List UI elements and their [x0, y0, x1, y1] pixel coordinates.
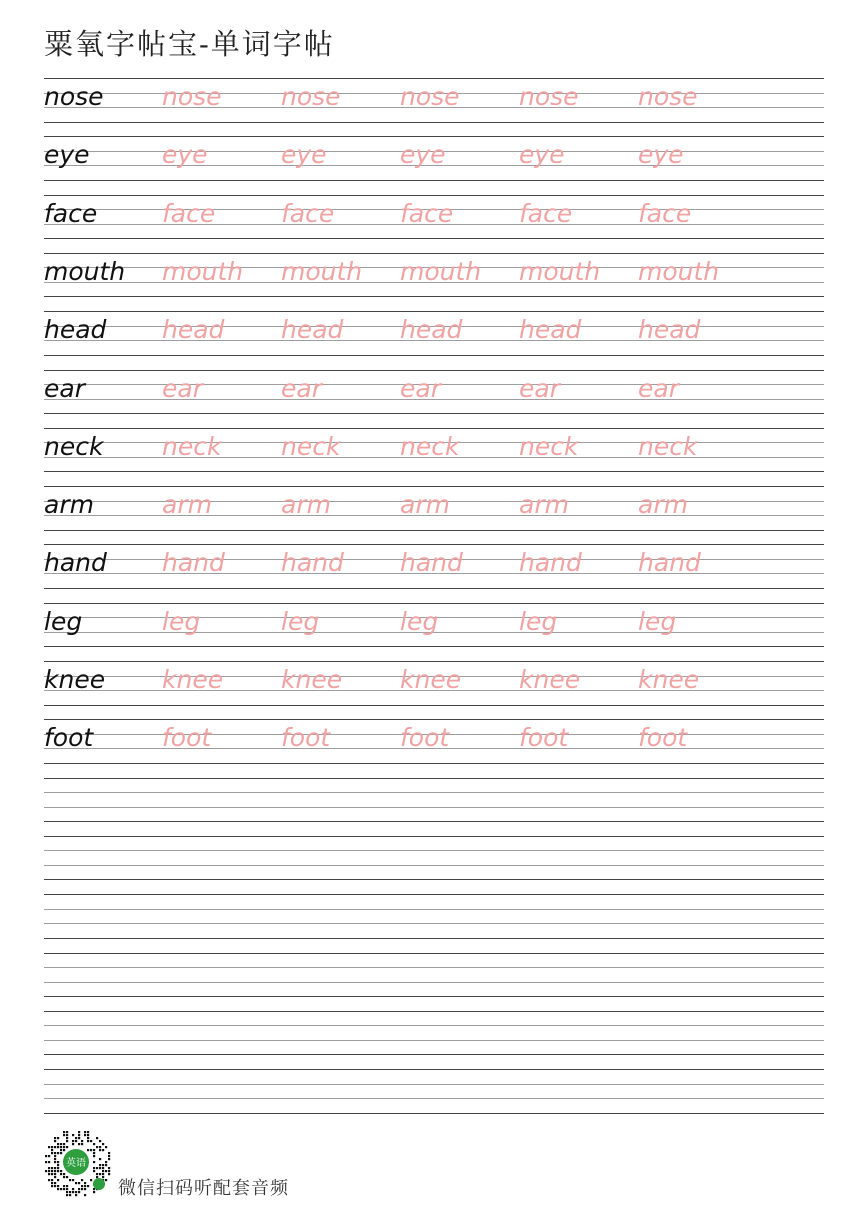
word-trace: leg — [162, 606, 201, 636]
blank-row[interactable] — [44, 953, 824, 997]
word-trace: leg — [281, 606, 320, 636]
word-row — [44, 719, 824, 763]
blank-row[interactable] — [44, 778, 824, 822]
word-row — [44, 661, 824, 705]
word-model: arm — [44, 490, 94, 520]
word-trace: neck — [638, 431, 698, 461]
word-trace: head — [281, 315, 344, 345]
word-row — [44, 136, 824, 180]
word-trace: neck — [519, 431, 579, 461]
guide-line — [44, 778, 824, 779]
guide-line — [44, 253, 824, 254]
word-trace: eye — [162, 140, 208, 170]
guide-line — [44, 428, 824, 429]
guide-line — [44, 370, 824, 371]
blank-row[interactable] — [44, 1069, 824, 1113]
word-model: face — [44, 198, 98, 228]
guide-line — [44, 982, 824, 983]
page-title: 粟氧字帖宝-单词字帖 — [44, 27, 335, 61]
word-trace: head — [638, 315, 701, 345]
word-trace: foot — [638, 723, 688, 753]
guide-line — [44, 763, 824, 764]
guide-line — [44, 836, 824, 837]
word-trace: ear — [400, 373, 441, 403]
word-model: neck — [44, 431, 104, 461]
word-trace: head — [162, 315, 225, 345]
guide-line — [44, 413, 824, 414]
word-trace: leg — [519, 606, 558, 636]
guide-line — [44, 296, 824, 297]
guide-line — [44, 1084, 824, 1085]
word-model: foot — [44, 723, 94, 753]
guide-line — [44, 122, 824, 123]
footer-text: 微信扫码听配套音频 — [118, 1178, 289, 1199]
guide-line — [44, 530, 824, 531]
word-row — [44, 486, 824, 530]
guide-line — [44, 938, 824, 939]
word-trace: hand — [638, 548, 701, 578]
word-trace: mouth — [638, 256, 720, 286]
word-trace: eye — [281, 140, 327, 170]
word-trace: nose — [400, 82, 460, 111]
word-trace: eye — [638, 140, 684, 170]
guide-line — [44, 821, 824, 822]
qr-badge-label: 英语 — [66, 1158, 86, 1169]
guide-line — [44, 879, 824, 880]
word-model: mouth — [44, 256, 126, 286]
footer — [40, 1126, 440, 1198]
word-trace: knee — [400, 665, 462, 694]
word-model: head — [44, 315, 107, 345]
guide-line — [44, 78, 824, 79]
guide-line — [44, 603, 824, 604]
word-row — [44, 603, 824, 647]
word-trace: nose — [638, 82, 698, 111]
word-trace: head — [519, 315, 582, 345]
guide-line — [44, 238, 824, 239]
guide-line — [44, 355, 824, 356]
guide-line — [44, 909, 824, 910]
guide-line — [44, 792, 824, 793]
guide-line — [44, 661, 824, 662]
word-trace: arm — [162, 490, 212, 520]
word-row — [44, 253, 824, 297]
word-row — [44, 195, 824, 239]
word-trace: nose — [162, 82, 222, 111]
writing-sheet — [44, 78, 824, 1118]
word-trace: foot — [162, 723, 212, 753]
guide-line — [44, 1098, 824, 1099]
guide-line — [44, 1054, 824, 1055]
word-row — [44, 370, 824, 414]
guide-line — [44, 705, 824, 706]
word-row — [44, 428, 824, 472]
guide-line — [44, 180, 824, 181]
word-trace: hand — [400, 548, 463, 578]
word-trace: neck — [281, 431, 341, 461]
word-trace: mouth — [281, 256, 363, 286]
word-trace: eye — [400, 140, 446, 170]
word-model: knee — [44, 665, 106, 694]
word-trace: mouth — [400, 256, 482, 286]
word-trace: hand — [281, 548, 344, 578]
qr-code-icon[interactable] — [40, 1126, 112, 1198]
word-trace: knee — [638, 665, 700, 694]
word-trace: ear — [638, 373, 679, 403]
word-trace: ear — [162, 373, 203, 403]
guide-line — [44, 646, 824, 647]
word-trace: foot — [400, 723, 450, 753]
word-model: hand — [44, 548, 107, 578]
word-trace: arm — [519, 490, 569, 520]
word-trace: nose — [519, 82, 579, 111]
word-trace: knee — [281, 665, 343, 694]
guide-line — [44, 967, 824, 968]
guide-line — [44, 136, 824, 137]
blank-row[interactable] — [44, 836, 824, 880]
guide-line — [44, 996, 824, 997]
guide-line — [44, 719, 824, 720]
word-trace: knee — [519, 665, 581, 694]
word-trace: knee — [162, 665, 224, 694]
guide-line — [44, 544, 824, 545]
guide-line — [44, 471, 824, 472]
word-trace: face — [638, 198, 692, 228]
word-trace: face — [162, 198, 216, 228]
word-trace: head — [400, 315, 463, 345]
guide-line — [44, 923, 824, 924]
word-trace: mouth — [519, 256, 601, 286]
word-trace: arm — [281, 490, 331, 520]
word-row — [44, 544, 824, 588]
word-trace: face — [519, 198, 573, 228]
word-row — [44, 78, 824, 122]
guide-line — [44, 865, 824, 866]
guide-line — [44, 1025, 824, 1026]
guide-line — [44, 195, 824, 196]
guide-line — [44, 1113, 824, 1114]
word-model: nose — [44, 82, 104, 111]
word-row — [44, 311, 824, 355]
word-trace: mouth — [162, 256, 244, 286]
word-trace: foot — [281, 723, 331, 753]
blank-row[interactable] — [44, 894, 824, 938]
guide-line — [44, 486, 824, 487]
word-trace: leg — [638, 606, 677, 636]
word-trace: ear — [281, 373, 322, 403]
word-trace: arm — [400, 490, 450, 520]
guide-line — [44, 1011, 824, 1012]
word-model: leg — [44, 606, 83, 636]
word-trace: hand — [519, 548, 582, 578]
word-trace: face — [281, 198, 335, 228]
guide-line — [44, 894, 824, 895]
word-model: ear — [44, 373, 85, 403]
guide-line — [44, 807, 824, 808]
word-trace: hand — [162, 548, 225, 578]
word-trace: eye — [519, 140, 565, 170]
guide-line — [44, 1040, 824, 1041]
blank-row[interactable] — [44, 1011, 824, 1055]
guide-line — [44, 1069, 824, 1070]
word-trace: arm — [638, 490, 688, 520]
word-trace: nose — [281, 82, 341, 111]
word-trace: face — [400, 198, 454, 228]
word-trace: neck — [400, 431, 460, 461]
word-trace: neck — [162, 431, 222, 461]
guide-line — [44, 588, 824, 589]
word-trace: foot — [519, 723, 569, 753]
guide-line — [44, 953, 824, 954]
word-model: eye — [44, 140, 90, 170]
word-trace: leg — [400, 606, 439, 636]
guide-line — [44, 311, 824, 312]
guide-line — [44, 850, 824, 851]
word-trace: ear — [519, 373, 560, 403]
